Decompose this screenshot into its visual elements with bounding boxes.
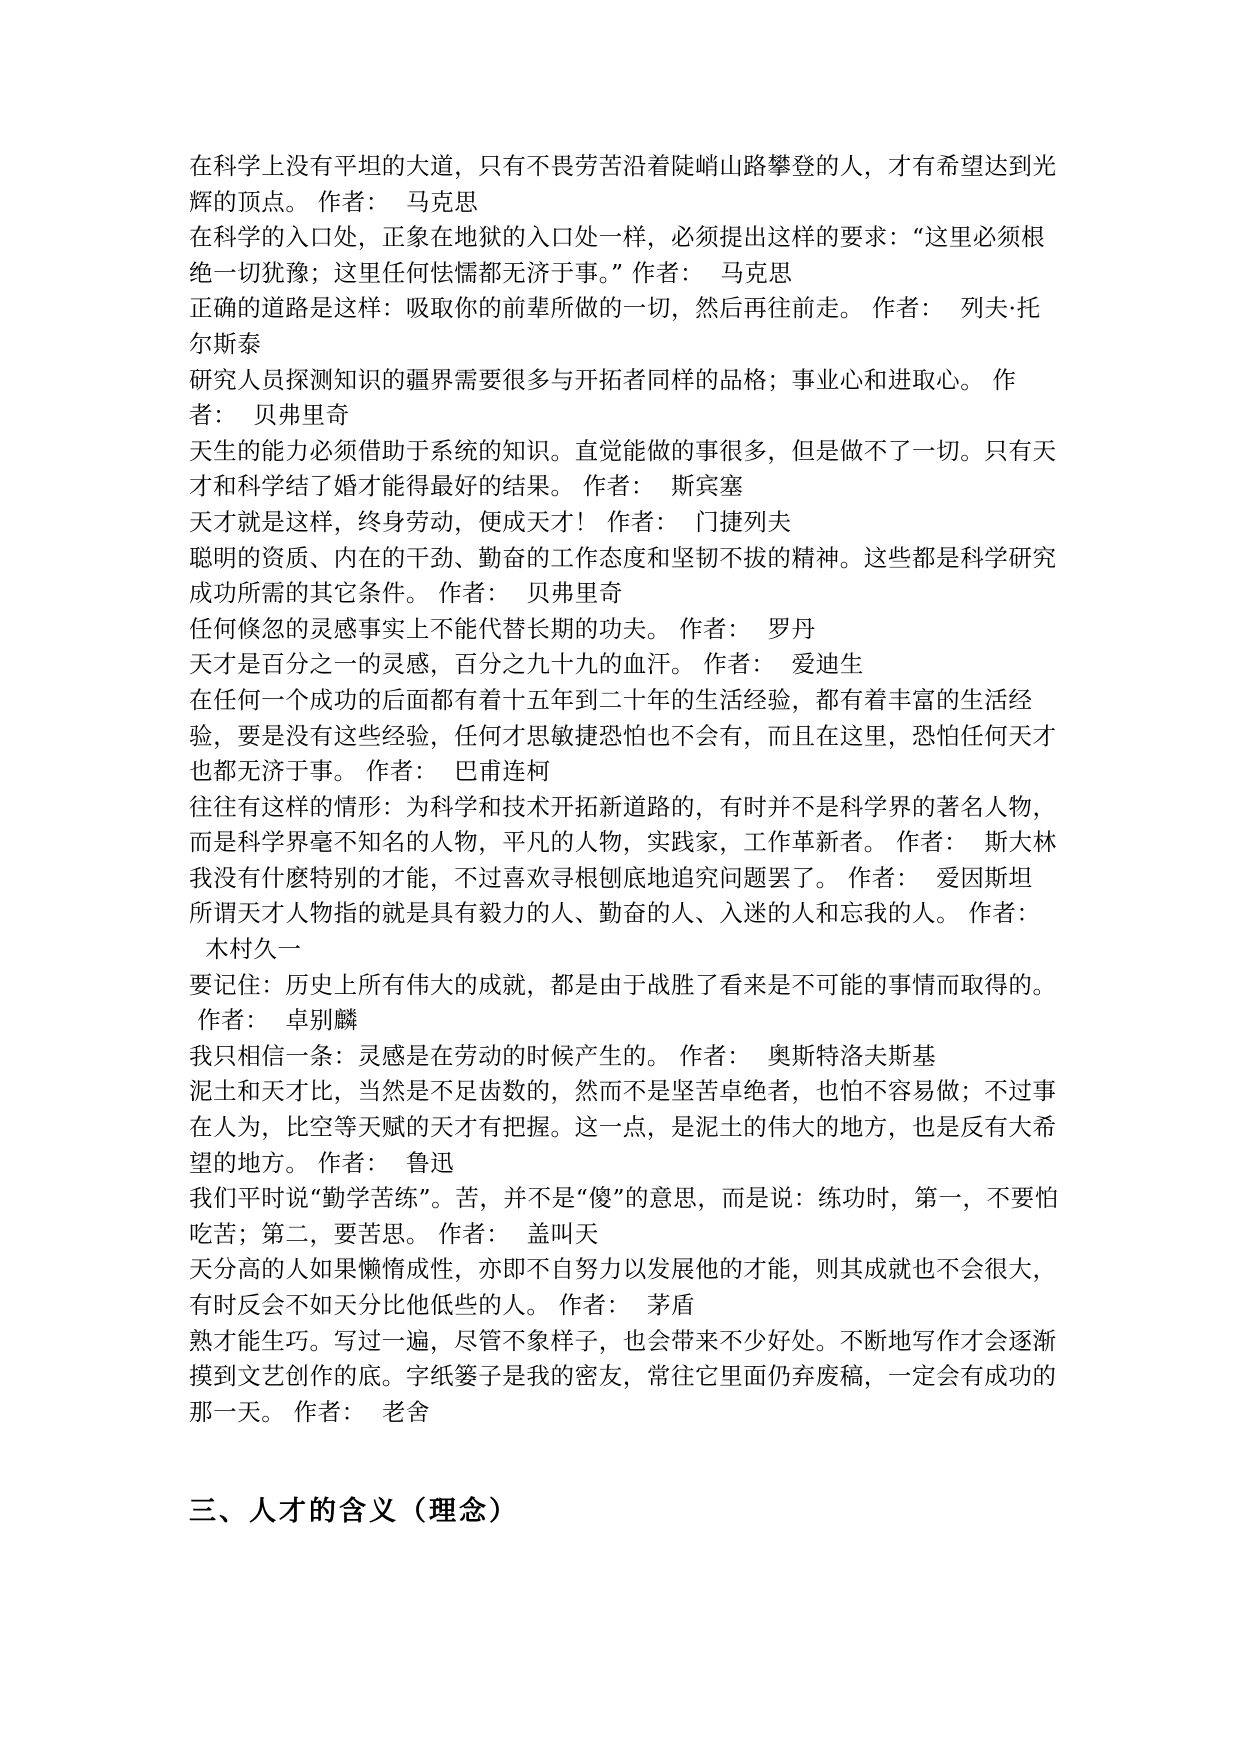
quote-text: 泥土和天才比，当然是不足齿数的，然而不是坚苦卓绝者，也怕不容易做；不过事在人为，比空等天赋的天才有把握。这一点，是泥土的伟大的地方，也是反有大希望的地方。 [189,1077,1057,1177]
quote-item [189,291,1061,362]
quote-item [189,612,1061,648]
author-label: 作者： [679,614,752,643]
quote-item [189,647,1061,683]
quote-item [189,149,1061,220]
quote-text: 要记住：历史上所有伟大的成就，都是由于战胜了看来是不可能的事情而取得的。 [189,970,1057,999]
quote-author: 木村久一 [205,935,302,964]
quote-item [189,896,1061,967]
quote-author: 鲁迅 [406,1148,455,1177]
quote-item [189,505,1061,541]
quote-text: 我没有什麽特别的才能，不过喜欢寻根刨底地追究问题罢了。 [189,863,840,892]
quote-item [189,434,1061,505]
quote-text: 我只相信一条：灵感是在劳动的时候产生的。 [189,1041,671,1070]
author-label: 作者： [703,650,776,679]
quote-item [189,220,1061,291]
author-label: 作者： [679,1041,752,1070]
author-label: 作者： [895,828,969,857]
quote-author: 爱迪生 [791,650,864,679]
quote-author: 马克思 [406,187,479,216]
quote-item [189,541,1061,612]
quote-author: 老舍 [381,1397,431,1426]
quote-item [189,1324,1061,1431]
quote-text: 熟才能生巧。写过一遍，尽管不象样子，也会带来不少好处。不断地写作才会逐渐摸到文艺创作的底。字纸篓子是我的密友，常往它里面仍弃废稿，一定会有成功的那一天。 [189,1326,1057,1426]
author-label: 作者： [317,1148,390,1177]
quote-author: 罗丹 [767,614,816,643]
quote-text: 在科学的入口处，正象在地狱的入口处一样，必须提出这样的要求：“这里必须根绝一切犹豫；这里任何怯懦都无济于事。” [189,223,1046,287]
quote-text: 正确的道路是这样：吸取你的前辈所做的一切，然后再往前走。 [189,294,864,323]
quote-text: 任何倏忽的灵感事实上不能代替长期的功夫。 [189,614,671,643]
quote-item [189,683,1061,790]
quote-text: 在任何一个成功的后面都有着十五年到二十年的生活经验，都有着丰富的生活经验，要是没有这些经验，任何才思敏捷恐怕也不会有，而且在这里，恐怕任何天才也都无济于事。 [189,685,1057,786]
author-label: 作者： [317,187,390,216]
quote-text: 往往有这样的情形：为科学和技术开拓新道路的，有时并不是科学界的著名人物，而是科学界毫不知名的人物，平凡的人物，实践家，工作革新者。 [189,792,1057,857]
section-heading: 三、人才的含义（理念） [189,1496,519,1527]
author-label: 作者： [365,757,439,786]
author-label: 作者： [631,258,705,287]
quote-text: 天才就是这样，终身劳动，便成天才！ [189,507,599,536]
quote-text: 在科学上没有平坦的大道，只有不畏劳苦沿着陡峭山路攀登的人，才有希望达到光辉的顶点。 [189,152,1057,216]
quote-text: 所谓天才人物指的就是具有毅力的人、勤奋的人、入迷的人和忘我的人。 [189,899,961,928]
author-label: 作者： [847,863,921,892]
author-label: 作者： [197,1006,270,1035]
author-label: 作者： [438,579,511,608]
quote-item [189,1252,1061,1323]
quote-text: 天才是百分之一的灵感，百分之九十九的血汗。 [189,650,696,679]
quote-item [189,790,1061,861]
author-label: 作者： [968,899,1041,928]
quote-item [189,1074,1061,1181]
author-label: 作者： [293,1397,366,1426]
quote-author: 斯宾塞 [671,472,744,501]
quote-item [189,363,1061,434]
quote-author: 奥斯特洛夫斯基 [767,1041,937,1070]
quote-author: 列夫·托尔斯泰 [189,294,1041,358]
quote-list [189,149,1061,1430]
quote-author: 爱因斯坦 [936,863,1033,892]
author-label: 作者： [189,365,1017,430]
quote-text: 天生的能力必须借助于系统的知识。直觉能做的事很多，但是做不了一切。只有天才和科学结了婚才能得最好的结果。 [189,436,1057,501]
quote-text: 聪明的资质、内在的干劲、勤奋的工作态度和坚韧不拔的精神。这些都是科学研究成功所需的其它条件。 [189,543,1057,608]
quote-author: 贝弗里奇 [526,579,623,608]
quote-author: 斯大林 [984,828,1057,857]
author-label: 作者： [438,1219,511,1248]
quote-text: 研究人员探测知识的疆界需要很多与开拓者同样的品格；事业心和进取心。 [189,365,985,394]
quote-author: 卓别麟 [285,1006,358,1035]
quote-author: 盖叫天 [526,1219,599,1248]
quote-author: 马克思 [720,258,793,287]
quote-item [189,1039,1061,1075]
quote-item [189,968,1061,1039]
author-label: 作者： [871,294,945,323]
quote-author: 巴甫连柯 [454,757,551,786]
quote-author: 茅盾 [647,1291,696,1319]
quote-author: 贝弗里奇 [253,401,350,430]
quote-text: 天分高的人如果懒惰成性，亦即不自努力以发展他的才能，则其成就也不会很大，有时反会不如天分比他低些的人。 [189,1255,1057,1319]
author-label: 作者： [582,472,655,501]
author-label: 作者： [606,507,680,536]
author-label: 作者： [558,1291,631,1319]
quote-author: 门捷列夫 [695,507,792,536]
quote-item [189,861,1061,897]
quote-text: 我们平时说“勤学苦练”。苦，并不是“傻”的意思，而是说：练功时，第一，不要怕吃苦；第二，要苦思。 [189,1184,1059,1248]
quote-item [189,1181,1061,1252]
